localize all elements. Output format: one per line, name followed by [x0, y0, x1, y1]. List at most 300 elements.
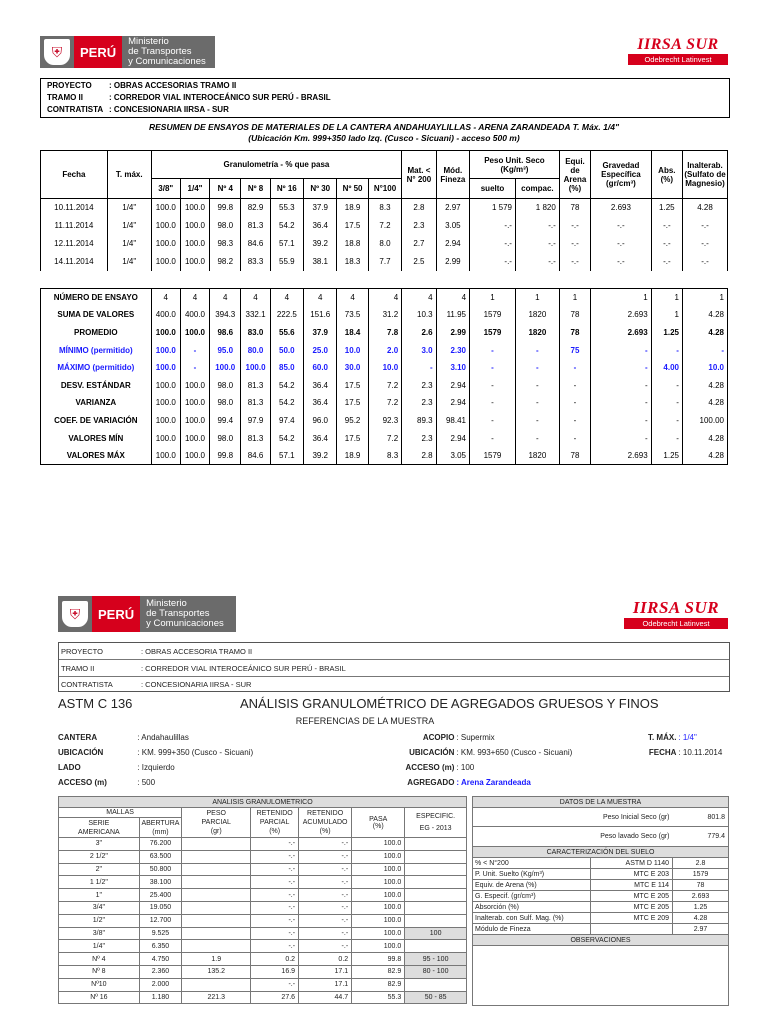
- stat-cell: 89.3: [402, 412, 436, 430]
- sieve-cell: 3": [59, 838, 140, 851]
- stat-cell: 3.05: [436, 447, 469, 465]
- stat-cell: 100.0: [151, 412, 180, 430]
- summary-title: RESUMEN DE ENSAYOS DE MATERIALES DE LA CANTERA ANDAHUAYLILLAS - ARENA ZARANDEADA T. Máx. 1/4" (Ubicación Km. 999+350 lado Izq. (Cusco - Sicuani) - acceso 500 m): [40, 122, 728, 144]
- result-cell: 100.0: [151, 217, 180, 235]
- stat-cell: 2.0: [368, 341, 401, 359]
- sieve-cell: 2 1/2": [59, 850, 140, 863]
- stat-label: DESV. ESTÁNDAR: [41, 376, 152, 394]
- header-value: : CORREDOR VIAL INTEROCEÁNICO SUR PERÚ - BRASIL: [141, 663, 346, 673]
- result-cell: 8.3: [368, 199, 401, 217]
- info-key: ACCESO (m): [405, 763, 455, 772]
- company-subtitle: Odebrecht Latinvest: [624, 618, 728, 629]
- stat-cell: 2.3: [402, 429, 436, 447]
- stat-cell: 100.0: [151, 447, 180, 465]
- result-cell: 18.3: [337, 253, 368, 271]
- sieve-cell: -.-: [251, 889, 299, 902]
- sieve-cell: 100.0: [352, 914, 405, 927]
- sieve-cell: [405, 914, 467, 927]
- soil-char-value: 2.693: [673, 891, 729, 902]
- result-cell: 1/4": [107, 199, 151, 217]
- stat-row: [41, 429, 728, 447]
- sieve-cell: 16.9: [251, 965, 299, 978]
- stat-cell: 37.9: [304, 324, 337, 342]
- sieve-cell: -.-: [251, 850, 299, 863]
- stat-row: [41, 394, 728, 412]
- soil-char-method: MTC E 205: [591, 902, 673, 913]
- col-abertura: ABERTURA (mm): [139, 818, 181, 838]
- sieve-cell: 0.2: [251, 953, 299, 966]
- company-subtitle: Odebrecht Latinvest: [628, 54, 728, 65]
- stat-cell: 10.0: [337, 341, 368, 359]
- result-cell: 2.97: [436, 199, 469, 217]
- statistics-table: [40, 288, 728, 465]
- col-abs: Abs. (%): [651, 151, 682, 199]
- soil-char-rows: [473, 858, 729, 935]
- sieve-cell: 6.350: [139, 940, 181, 953]
- sieve-cell: 1 1/2": [59, 876, 140, 889]
- stat-cell: 2.3: [402, 394, 436, 412]
- result-cell: 54.2: [270, 217, 303, 235]
- stat-cell: 36.4: [304, 376, 337, 394]
- statistics-body: [41, 289, 728, 465]
- result-cell: 2.5: [402, 253, 436, 271]
- result-cell: 100.0: [151, 253, 180, 271]
- stat-cell: -: [515, 429, 559, 447]
- stat-cell: 4.28: [682, 306, 727, 324]
- result-cell: 98.2: [210, 253, 241, 271]
- col-suelto: suelto: [470, 179, 516, 199]
- stat-cell: 84.6: [241, 447, 270, 465]
- sieve-cell: [405, 889, 467, 902]
- header-value: : CONCESIONARIA IIRSA - SUR: [109, 104, 229, 114]
- sieve-cell: [182, 978, 251, 991]
- stat-cell: 332.1: [241, 306, 270, 324]
- sieve-cell: [405, 863, 467, 876]
- soil-char-value: 4.28: [673, 913, 729, 924]
- ministry-name: Ministerio de Transportes y Comunicaciones: [146, 598, 224, 629]
- stat-cell: 100.0: [151, 429, 180, 447]
- sieve-header: Nº 30: [304, 179, 337, 199]
- sieve-cell: 38.100: [139, 876, 181, 889]
- header-key: CONTRATISTA: [47, 104, 104, 114]
- sieve-header: 1/4": [180, 179, 209, 199]
- stat-cell: -: [470, 394, 516, 412]
- stat-cell: 75: [559, 341, 590, 359]
- sieve-cell: -.-: [251, 940, 299, 953]
- result-cell: 7.2: [368, 217, 401, 235]
- stat-cell: 98.6: [210, 324, 241, 342]
- sieve-cell: [405, 978, 467, 991]
- stat-cell: 98.0: [210, 376, 241, 394]
- stat-cell: 81.3: [241, 429, 270, 447]
- header-value: : OBRAS ACCESORIA TRAMO II: [141, 646, 253, 656]
- result-cell: 2.693: [591, 199, 652, 217]
- sieve-cell: 2.360: [139, 965, 181, 978]
- result-cell: 82.9: [241, 199, 270, 217]
- sieve-cell: 76.200: [139, 838, 181, 851]
- sieve-cell: [182, 940, 251, 953]
- sieve-cell: [405, 940, 467, 953]
- soil-char-row: [473, 902, 729, 913]
- company-logo: [628, 36, 728, 65]
- stat-cell: -: [682, 341, 727, 359]
- result-cell: 17.5: [337, 217, 368, 235]
- stat-cell: 100.0: [180, 324, 209, 342]
- stat-label: COEF. DE VARIACIÓN: [41, 412, 152, 430]
- result-cell: -.-: [559, 253, 590, 271]
- stat-cell: 4: [337, 289, 368, 307]
- sieve-cell: -.-: [299, 850, 352, 863]
- stat-cell: -: [515, 376, 559, 394]
- stat-cell: 222.5: [270, 306, 303, 324]
- col-inalterab: Inalterab. (Sulfato de Magnesio): [683, 151, 728, 199]
- stat-cell: -: [470, 359, 516, 377]
- sieve-cell: -.-: [299, 927, 352, 940]
- coat-of-arms-icon: ⛨: [62, 601, 88, 627]
- stat-cell: 11.95: [436, 306, 469, 324]
- sieve-cell: 17.1: [299, 965, 352, 978]
- stat-cell: 18.4: [337, 324, 368, 342]
- stat-cell: 151.6: [304, 306, 337, 324]
- stat-cell: 7.2: [368, 394, 401, 412]
- sieve-cell: [405, 901, 467, 914]
- stat-cell: 60.0: [304, 359, 337, 377]
- header-key: TRAMO II: [61, 663, 95, 673]
- stat-cell: -: [591, 376, 652, 394]
- sieve-header: Nº 16: [270, 179, 303, 199]
- stat-cell: 100.0: [180, 447, 209, 465]
- result-row: [41, 253, 728, 271]
- info-value: : 10.11.2014: [678, 748, 723, 757]
- country-label: PERÚ: [74, 36, 122, 68]
- stat-cell: 4.28: [682, 447, 727, 465]
- stat-cell: 95.2: [337, 412, 368, 430]
- stat-cell: 1820: [515, 306, 559, 324]
- soil-char-label: % < N°200: [473, 858, 591, 869]
- stat-cell: 1.25: [651, 324, 682, 342]
- initial-weight-value: 801.8: [673, 808, 729, 827]
- soil-char-value: 1.25: [673, 902, 729, 913]
- result-cell: 1 820: [515, 199, 559, 217]
- info-row: [58, 745, 728, 760]
- sieve-row: [59, 901, 467, 914]
- sieve-row: [59, 940, 467, 953]
- info-row: [58, 775, 728, 790]
- result-cell: 55.3: [270, 199, 303, 217]
- sieve-cell: -.-: [299, 940, 352, 953]
- soil-char-method: MTC E 209: [591, 913, 673, 924]
- sieve-cell: 100.0: [352, 927, 405, 940]
- stat-row: [41, 324, 728, 342]
- stat-cell: 78: [559, 324, 590, 342]
- sheet-header: [58, 642, 730, 692]
- sieve-cell: [182, 914, 251, 927]
- sieve-cell: -.-: [299, 914, 352, 927]
- soil-char-title: CARACTERIZACIÓN DEL SUELO: [473, 847, 729, 858]
- info-key: UBICACIÓN: [409, 748, 455, 757]
- soil-char-label: P. Unit. Suelto (Kg/m³): [473, 869, 591, 880]
- stat-row: [41, 289, 728, 307]
- sieve-cell: [182, 927, 251, 940]
- stat-cell: 100.0: [180, 394, 209, 412]
- sieve-cell: -.-: [251, 978, 299, 991]
- stat-cell: 394.3: [210, 306, 241, 324]
- stat-cell: 3.0: [402, 341, 436, 359]
- result-cell: -.-: [683, 253, 728, 271]
- sieve-cell: 100.0: [352, 889, 405, 902]
- info-row: [58, 760, 728, 775]
- stat-cell: 2.30: [436, 341, 469, 359]
- result-cell: -.-: [470, 217, 516, 235]
- stat-cell: 85.0: [270, 359, 303, 377]
- stat-cell: 98.41: [436, 412, 469, 430]
- sieve-cell: -.-: [251, 838, 299, 851]
- info-key: FECHA: [648, 748, 677, 757]
- stat-cell: 54.2: [270, 376, 303, 394]
- result-cell: 11.11.2014: [41, 217, 108, 235]
- sieve-cell: Nº 4: [59, 953, 140, 966]
- stat-cell: 95.0: [210, 341, 241, 359]
- result-cell: 37.9: [304, 199, 337, 217]
- soil-char-value: 2.97: [673, 924, 729, 935]
- stat-cell: 39.2: [304, 447, 337, 465]
- stat-cell: 4: [368, 289, 401, 307]
- col-mat200: Mat. < N° 200: [402, 151, 436, 199]
- sieve-cell: 82.9: [352, 965, 405, 978]
- sieve-cell: 3/8": [59, 927, 140, 940]
- stat-cell: 1: [470, 289, 516, 307]
- sample-info: [58, 730, 728, 790]
- results-table: [40, 150, 728, 271]
- result-cell: 98.3: [210, 235, 241, 253]
- stat-cell: 2.94: [436, 376, 469, 394]
- soil-char-row: [473, 869, 729, 880]
- sieve-cell: 1/2": [59, 914, 140, 927]
- stat-cell: 1579: [470, 447, 516, 465]
- result-cell: -.-: [683, 235, 728, 253]
- result-cell: 2.7: [402, 235, 436, 253]
- sieve-cell: 4.750: [139, 953, 181, 966]
- sieve-header: 3/8": [151, 179, 180, 199]
- ministry-name: Ministerio de Transportes y Comunicaciones: [128, 36, 206, 67]
- sieve-cell: -.-: [251, 863, 299, 876]
- result-cell: 57.1: [270, 235, 303, 253]
- stat-cell: 25.0: [304, 341, 337, 359]
- stat-cell: 97.9: [241, 412, 270, 430]
- stat-cell: -: [470, 412, 516, 430]
- stat-cell: 1.25: [651, 447, 682, 465]
- info-value: : KM. 999+350 (Cusco - Sicuani): [137, 748, 254, 757]
- col-granulometria: Granulometría - % que pasa: [151, 151, 402, 179]
- col-compac: compac.: [515, 179, 559, 199]
- sieve-row: [59, 876, 467, 889]
- info-value: : 1/4": [678, 733, 697, 742]
- stat-cell: 78: [559, 447, 590, 465]
- stat-cell: -: [591, 359, 652, 377]
- stat-cell: 400.0: [151, 306, 180, 324]
- initial-weight-label: Peso Inicial Seco (gr): [473, 808, 673, 827]
- result-cell: 100.0: [180, 217, 209, 235]
- stat-cell: 7.8: [368, 324, 401, 342]
- info-key: LADO: [58, 763, 81, 772]
- sieve-cell: 82.9: [352, 978, 405, 991]
- sieve-cell: 221.3: [182, 991, 251, 1004]
- stat-cell: 81.3: [241, 376, 270, 394]
- stat-cell: 1: [515, 289, 559, 307]
- stat-cell: -: [591, 412, 652, 430]
- stat-cell: 98.0: [210, 394, 241, 412]
- company-name: IIRSA SUR: [632, 598, 720, 617]
- sieve-cell: 63.500: [139, 850, 181, 863]
- soil-char-method: MTC E 114: [591, 880, 673, 891]
- result-cell: 7.7: [368, 253, 401, 271]
- stat-cell: 100.0: [151, 324, 180, 342]
- header-key: PROYECTO: [47, 80, 92, 90]
- col-ret-parcial: RETENIDO PARCIAL (%): [251, 808, 299, 838]
- result-cell: -.-: [591, 217, 652, 235]
- soil-char-row: [473, 913, 729, 924]
- sieve-cell: 100.0: [352, 876, 405, 889]
- info-value: : Arena Zarandeada: [456, 778, 531, 787]
- sieve-cell: [405, 850, 467, 863]
- sieve-cell: 100.0: [352, 940, 405, 953]
- stat-cell: 1: [682, 289, 727, 307]
- result-cell: 78: [559, 199, 590, 217]
- soil-char-value: 1579: [673, 869, 729, 880]
- sieve-row: [59, 927, 467, 940]
- sieve-cell: Nº 8: [59, 965, 140, 978]
- col-peso-unit: Peso Unit. Seco (Kg/m³): [470, 151, 560, 179]
- stat-cell: 100.0: [241, 359, 270, 377]
- result-cell: 39.2: [304, 235, 337, 253]
- header-key: CONTRATISTA: [61, 680, 113, 689]
- stat-cell: 10.0: [682, 359, 727, 377]
- stat-cell: 50.0: [270, 341, 303, 359]
- sieve-cell: [182, 838, 251, 851]
- info-value: : 100: [456, 763, 475, 772]
- sieve-cell: 100.0: [352, 901, 405, 914]
- sieve-cell: 1/4": [59, 940, 140, 953]
- result-cell: 1/4": [107, 235, 151, 253]
- stat-cell: 100.0: [151, 394, 180, 412]
- stat-cell: 83.0: [241, 324, 270, 342]
- sieve-cell: 99.8: [352, 953, 405, 966]
- stat-label: MÁXIMO (permitido): [41, 359, 152, 377]
- soil-char-row: [473, 858, 729, 869]
- stat-label: PROMEDIO: [41, 324, 152, 342]
- result-cell: 18.9: [337, 199, 368, 217]
- sieve-cell: 50.800: [139, 863, 181, 876]
- stat-cell: 2.94: [436, 394, 469, 412]
- stat-cell: 2.6: [402, 324, 436, 342]
- result-cell: -.-: [683, 217, 728, 235]
- sieve-cell: 55.3: [352, 991, 405, 1004]
- stat-cell: 31.2: [368, 306, 401, 324]
- stat-cell: 57.1: [270, 447, 303, 465]
- stat-cell: 2.3: [402, 376, 436, 394]
- info-key: ACOPIO: [422, 733, 455, 742]
- sieve-cell: 100.0: [352, 850, 405, 863]
- stat-cell: -: [651, 341, 682, 359]
- company-logo: [624, 598, 728, 629]
- soil-char-method: [591, 924, 673, 935]
- sieve-row: [59, 965, 467, 978]
- result-cell: -.-: [470, 253, 516, 271]
- info-value: : Izquierdo: [137, 763, 175, 772]
- stat-cell: 55.6: [270, 324, 303, 342]
- result-cell: 4.28: [683, 199, 728, 217]
- stat-cell: 100.0: [151, 359, 180, 377]
- info-value: : 500: [137, 778, 156, 787]
- sieve-cell: [182, 850, 251, 863]
- stat-cell: -: [515, 359, 559, 377]
- soil-char-label: G. Especif. (gr/cm³): [473, 891, 591, 902]
- info-key: CANTERA: [58, 733, 98, 742]
- col-tmax: T. máx.: [107, 151, 151, 199]
- sieve-cell: 1.9: [182, 953, 251, 966]
- granulometry-title: ANALISIS GRANULOMETRICO: [59, 797, 467, 808]
- sheet-title: ANÁLISIS GRANULOMÉTRICO DE AGREGADOS GRUESOS Y FINOS: [240, 696, 659, 711]
- ministry-logo: [58, 596, 236, 632]
- sieve-cell: [405, 876, 467, 889]
- result-cell: 1 579: [470, 199, 516, 217]
- result-cell: 36.4: [304, 217, 337, 235]
- result-cell: 14.11.2014: [41, 253, 108, 271]
- sieve-cell: -.-: [251, 876, 299, 889]
- stat-cell: 10.0: [368, 359, 401, 377]
- stat-cell: 80.0: [241, 341, 270, 359]
- stat-cell: 81.3: [241, 394, 270, 412]
- stat-cell: -: [515, 341, 559, 359]
- sieve-row: [59, 914, 467, 927]
- col-ret-acum: RETENIDO ACUMULADO (%): [299, 808, 352, 838]
- sieve-cell: -.-: [299, 838, 352, 851]
- result-cell: 100.0: [151, 235, 180, 253]
- stat-cell: 400.0: [180, 306, 209, 324]
- header-value: : OBRAS ACCESORIAS TRAMO II: [109, 80, 237, 90]
- sieve-header: Nº 50: [337, 179, 368, 199]
- stat-row: [41, 341, 728, 359]
- stat-row: [41, 376, 728, 394]
- stat-cell: 98.0: [210, 429, 241, 447]
- sieve-cell: 3/4": [59, 901, 140, 914]
- stat-cell: -: [559, 429, 590, 447]
- stat-cell: 54.2: [270, 394, 303, 412]
- stat-cell: 30.0: [337, 359, 368, 377]
- stat-cell: 4: [270, 289, 303, 307]
- sieve-cell: -.-: [299, 901, 352, 914]
- result-cell: -.-: [470, 235, 516, 253]
- info-value: : KM. 993+650 (Cusco - Sicuani): [456, 748, 573, 757]
- washed-weight-label: Peso lavado Seco (gr): [473, 827, 673, 847]
- granulometry-sheet: [0, 540, 768, 1024]
- result-cell: -.-: [591, 235, 652, 253]
- sieve-cell: -.-: [251, 914, 299, 927]
- stat-cell: 1: [591, 289, 652, 307]
- col-mallas: MALLAS: [59, 808, 182, 818]
- stat-cell: 97.4: [270, 412, 303, 430]
- coat-of-arms-icon: ⛨: [44, 39, 70, 65]
- stat-cell: -: [470, 376, 516, 394]
- result-cell: -.-: [591, 253, 652, 271]
- sieve-row: [59, 863, 467, 876]
- sieve-row: [59, 991, 467, 1004]
- stat-cell: 4.28: [682, 394, 727, 412]
- header-key: TRAMO II: [47, 92, 83, 102]
- sieve-header: Nº 8: [241, 179, 270, 199]
- stat-cell: 4: [210, 289, 241, 307]
- stat-cell: 2.99: [436, 324, 469, 342]
